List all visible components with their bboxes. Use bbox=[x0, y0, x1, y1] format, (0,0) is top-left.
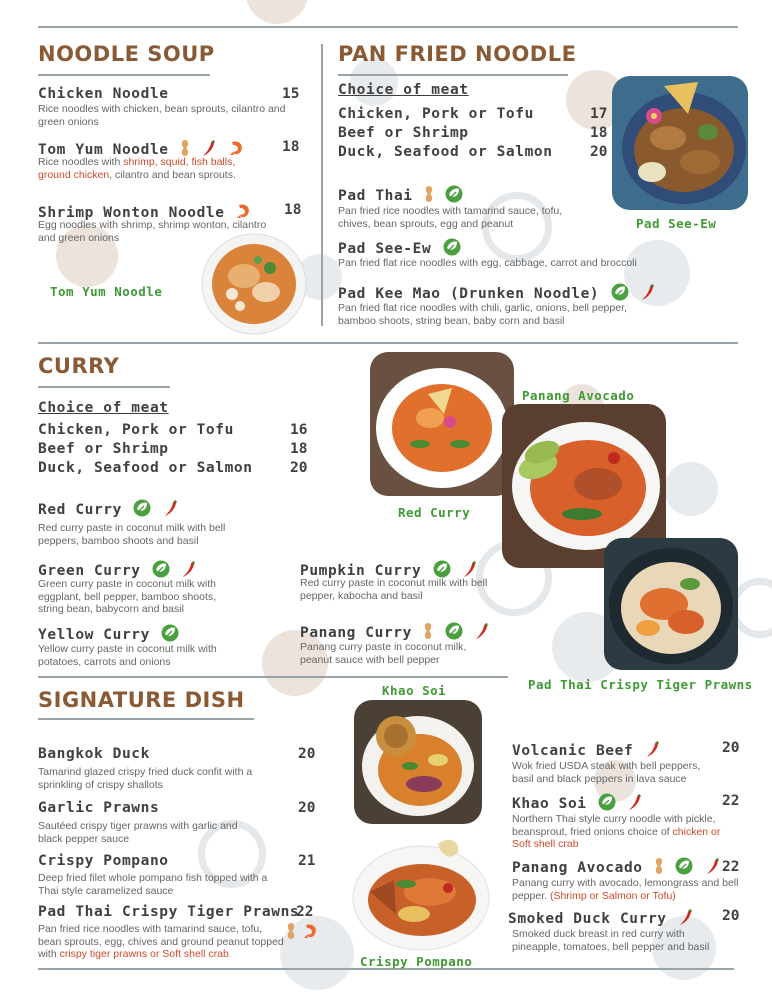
section-rule bbox=[38, 676, 508, 678]
chili-icon bbox=[678, 908, 694, 930]
photo-caption: Khao Soi bbox=[382, 683, 447, 698]
price: 20 bbox=[722, 908, 740, 924]
price: 20 bbox=[290, 460, 308, 476]
top-rule bbox=[38, 26, 738, 28]
price: 20 bbox=[722, 740, 740, 756]
menu-item-pad-thai-crispy-tiger-prawns: Pad Thai Crispy Tiger Prawns bbox=[38, 904, 300, 920]
price: 22 bbox=[722, 859, 740, 875]
item-name: Pumpkin Curry bbox=[300, 563, 422, 579]
decor-circle bbox=[664, 462, 718, 516]
item-name: Green Curry bbox=[38, 563, 141, 579]
price: 22 bbox=[296, 904, 314, 920]
item-description: Deep fried filet whole pompano fish topped with a Thai style caramelized sauce bbox=[38, 872, 268, 897]
item-name: Shrimp Wonton Noodle bbox=[38, 205, 225, 221]
menu-item-volcanic-beef bbox=[512, 740, 661, 762]
decor-circle bbox=[246, 0, 308, 24]
item-name: Pad Thai bbox=[338, 188, 413, 204]
price: 18 bbox=[282, 139, 300, 155]
price: 16 bbox=[290, 422, 308, 438]
photo-caption: Pad See-Ew bbox=[636, 216, 717, 231]
crispy-pompano-photo bbox=[350, 830, 492, 952]
choice-row: Beef or Shrimp bbox=[338, 125, 469, 141]
menu-item-red-curry bbox=[38, 499, 179, 521]
item-description: Rice noodles with shrimp, squid, fish balls, ground chicken, cilantro and bean sprouts. bbox=[38, 156, 236, 181]
section-rule bbox=[38, 342, 738, 344]
peanut-icon bbox=[424, 185, 434, 207]
chili-icon bbox=[705, 857, 721, 879]
dish-icons bbox=[284, 922, 319, 944]
chili-icon bbox=[163, 499, 179, 521]
title-underline bbox=[38, 74, 210, 76]
peanut-icon bbox=[286, 922, 296, 944]
section-title-pan-fried-noodle: PAN FRIED NOODLE bbox=[338, 42, 577, 66]
item-name: Pad Kee Mao (Drunken Noodle) bbox=[338, 286, 600, 302]
price: 21 bbox=[298, 853, 316, 869]
photo-caption: Red Curry bbox=[398, 505, 471, 520]
item-description: Pan fried rice noodles with tamarind sauce, tofu, bean sprouts, egg, chives and ground peanut topped with crispy tiger prawns or Soft shell crab bbox=[38, 923, 284, 960]
price: 18 bbox=[290, 441, 308, 457]
column-divider bbox=[321, 44, 323, 326]
item-description: Panang curry with avocado, lemongrass and bell pepper. (Shrimp or Salmon or Tofu) bbox=[512, 877, 739, 902]
item-description: Pan fried rice noodles with tamarind sauce, tofu, chives, bean sprouts, egg and peanut bbox=[338, 205, 563, 230]
menu-item-bangkok-duck: Bangkok Duck bbox=[38, 746, 150, 762]
choice-row: Duck, Seafood or Salmon bbox=[38, 460, 253, 476]
peanut-icon bbox=[654, 857, 664, 879]
item-description: Yellow curry paste in coconut milk with potatoes, carrots and onions bbox=[38, 643, 217, 668]
item-name: Panang Avocado bbox=[512, 860, 643, 876]
item-description: Pan fried flat rice noodles with egg, cabbage, carrot and broccoli bbox=[338, 257, 637, 269]
price: 15 bbox=[282, 86, 300, 102]
menu-item-panang-avocado bbox=[512, 857, 721, 879]
item-name: Yellow Curry bbox=[38, 627, 150, 643]
item-description: Smoked duck breast in red curry with pineapple, tomatoes, bell pepper and basil bbox=[512, 928, 710, 953]
choice-of-meat-label: Choice of meat bbox=[338, 82, 469, 98]
title-underline bbox=[338, 74, 568, 76]
price: 20 bbox=[590, 144, 608, 160]
item-name: Volcanic Beef bbox=[512, 743, 634, 759]
chili-icon bbox=[640, 283, 656, 305]
item-description: Tamarind glazed crispy fried duck confit with a sprinkling of crispy shallots bbox=[38, 766, 253, 791]
menu-item-crispy-pompano: Crispy Pompano bbox=[38, 853, 169, 869]
choice-row: Chicken, Pork or Tofu bbox=[338, 106, 534, 122]
price: 20 bbox=[298, 746, 316, 762]
item-description: Green curry paste in coconut milk with eggplant, bell pepper, bamboo shoots, string bean, babycorn and basil bbox=[38, 578, 217, 615]
item-description: Northern Thai style curry noodle with pickle, beansprout, fried onions choice of chicken or Soft shell crab bbox=[512, 813, 721, 850]
choice-row: Duck, Seafood or Salmon bbox=[338, 144, 553, 160]
item-name: Tom Yum Noodle bbox=[38, 142, 169, 158]
section-title-curry: CURRY bbox=[38, 354, 120, 378]
shrimp-icon bbox=[303, 922, 319, 944]
menu-item-chicken-noodle: Chicken Noodle bbox=[38, 86, 169, 102]
vegetarian-icon bbox=[445, 185, 463, 207]
item-description: Pan fried flat rice noodles with chili, garlic, onions, bell pepper, bamboo shoots, string bean, baby corn and basil bbox=[338, 302, 627, 327]
price: 18 bbox=[284, 202, 302, 218]
vegetarian-icon bbox=[598, 793, 616, 815]
photo-caption: Tom Yum Noodle bbox=[50, 284, 163, 299]
red-curry-photo bbox=[370, 352, 514, 496]
item-name: Pad See-Ew bbox=[338, 241, 432, 257]
vegetarian-icon bbox=[675, 857, 693, 879]
price: 17 bbox=[590, 106, 608, 122]
item-description: Rice noodles with chicken, bean sprouts, cilantro and green onions bbox=[38, 103, 286, 128]
photo-caption: Pad Thai Crispy Tiger Prawns bbox=[528, 677, 753, 692]
item-description: Panang curry paste in coconut milk, peanut sauce with bell pepper bbox=[300, 641, 467, 666]
item-description: Egg noodles with shrimp, shrimp wonton, cilantro and green onions bbox=[38, 219, 267, 244]
title-underline bbox=[38, 718, 254, 720]
price: 20 bbox=[298, 800, 316, 816]
vegetarian-icon bbox=[133, 499, 151, 521]
item-description: Sautéed crispy tiger prawns with garlic and black pepper sauce bbox=[38, 820, 238, 845]
section-title-noodle-soup: NOODLE SOUP bbox=[38, 42, 215, 66]
price: 22 bbox=[722, 793, 740, 809]
choice-row: Chicken, Pork or Tofu bbox=[38, 422, 234, 438]
menu-item-pad-thai bbox=[338, 185, 463, 207]
title-underline bbox=[38, 386, 170, 388]
item-name: Khao Soi bbox=[512, 796, 587, 812]
item-description: Red curry paste in coconut milk with bell pepper, kabocha and basil bbox=[300, 577, 488, 602]
item-description: Red curry paste in coconut milk with bell peppers, bamboo shoots and basil bbox=[38, 522, 226, 547]
pad-thai-prawns-photo bbox=[604, 538, 738, 670]
photo-caption: Panang Avocado bbox=[522, 388, 635, 403]
khao-soi-photo bbox=[354, 700, 482, 824]
item-name: Smoked Duck Curry bbox=[508, 911, 667, 927]
menu-item-smoked-duck-curry bbox=[508, 908, 694, 930]
chili-icon bbox=[627, 793, 643, 815]
item-name: Red Curry bbox=[38, 502, 122, 518]
menu-item-khao-soi bbox=[512, 793, 643, 815]
menu-item-garlic-prawns: Garlic Prawns bbox=[38, 800, 160, 816]
item-description: Wok fried USDA steak with bell peppers, basil and black peppers in lava sauce bbox=[512, 760, 701, 785]
choice-of-meat-label: Choice of meat bbox=[38, 400, 169, 416]
tom-yum-noodle-photo bbox=[200, 232, 308, 336]
choice-row: Beef or Shrimp bbox=[38, 441, 169, 457]
price: 18 bbox=[590, 125, 608, 141]
photo-caption: Crispy Pompano bbox=[360, 954, 473, 969]
section-title-signature-dish: SIGNATURE DISH bbox=[38, 688, 245, 712]
chili-icon bbox=[645, 740, 661, 762]
item-name: Panang Curry bbox=[300, 625, 412, 641]
pad-see-ew-photo bbox=[612, 76, 748, 210]
